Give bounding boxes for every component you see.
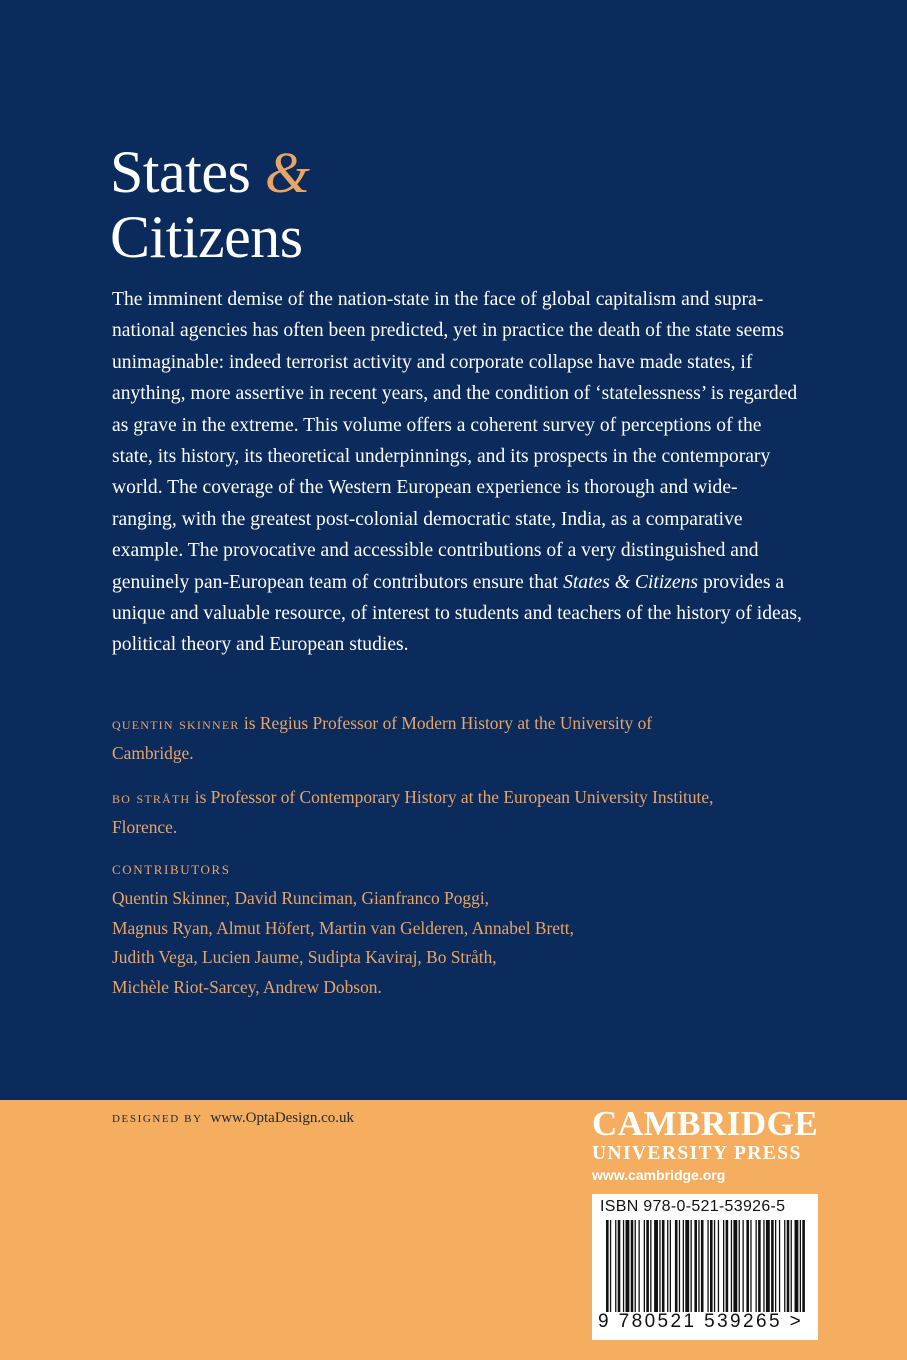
editor-name: quentin skinner: [112, 714, 240, 733]
barcode-stripe: [675, 1220, 678, 1312]
barcode-stripe: [758, 1220, 761, 1312]
contributors-list: [112, 884, 672, 1002]
publisher-url: www.cambridge.org: [592, 1167, 726, 1183]
contributors-heading: CONTRIBUTORS: [112, 862, 231, 877]
barcode-stripe: [756, 1220, 757, 1312]
isbn-label: ISBN 978-0-521-53926-5: [600, 1198, 786, 1215]
barcode-stripe: [679, 1220, 680, 1312]
title-ampersand: &: [264, 140, 310, 205]
barcode-digits: 9 780521 539265 >: [598, 1311, 804, 1332]
barcode-stripe: [714, 1220, 715, 1312]
barcode-stripe: [731, 1220, 732, 1312]
contributors-line: Judith Vega, Lucien Jaume, Sudipta Kaviraj, Bo Stråth,: [112, 947, 497, 967]
barcode-stripe: [743, 1220, 744, 1312]
barcode-stripe: [654, 1220, 658, 1312]
barcode-stripe: [650, 1220, 651, 1312]
barcode-stripe: [726, 1220, 729, 1312]
barcode-stripe: [631, 1220, 634, 1312]
barcode-stripe: [683, 1220, 684, 1312]
designer-credit: [112, 1110, 354, 1127]
book-title: [110, 140, 309, 269]
designer-url: www.OptaDesign.co.uk: [210, 1110, 354, 1126]
barcode-stripe: [615, 1220, 616, 1312]
title-line-1: [110, 140, 309, 205]
back-cover-blurb: [112, 284, 802, 661]
editor-bio-skinner: [112, 709, 732, 768]
barcode-stripe: [791, 1220, 792, 1312]
editor-bio-strath: [112, 783, 732, 842]
contributors-line: Quentin Skinner, David Runciman, Gianfranco Poggi,: [112, 888, 489, 908]
barcode-stripe: [771, 1220, 774, 1312]
barcode-stripe: [639, 1220, 640, 1312]
title-line-2: Citizens: [110, 204, 303, 270]
barcode-stripe: [723, 1220, 724, 1312]
barcode-stripe: [718, 1220, 719, 1312]
barcode-stripe: [691, 1220, 692, 1312]
barcode-stripe: [802, 1220, 805, 1312]
barcode-box: [592, 1194, 818, 1340]
barcode-stripe: [750, 1220, 751, 1312]
barcode-stripe: [800, 1220, 801, 1312]
barcode-stripe: [701, 1220, 704, 1312]
barcode-stripe: [667, 1220, 668, 1312]
barcode-stripe: [659, 1220, 660, 1312]
barcode-stripe: [698, 1220, 699, 1312]
barcode-stripe: [610, 1220, 611, 1312]
barcode-stripe: [707, 1220, 708, 1312]
barcode-stripe: [787, 1220, 790, 1312]
blurb-text-part-1: The imminent demise of the nation-state in the face of global capitalism and supra-national agencies has often been predicted, yet in practice the death of the state seems unimaginable: indeed terrorist activity and corporate collapse have made states, if anything, more assertive in recent years, and the condition of ‘statelessness’ is regarded as grave in the extreme. This volume offers a coherent survey of perceptions of the state, its history, its theoretical underpinnings, and its prospects in the contemporary world. The coverage of the Western European experience is thorough and wide-ranging, with the greatest post-colonial democratic state, India, as a comparative example. The provocative and accessible contributions of a very distinguished and genuinely pan-European team of contributors ensure that: [112, 289, 798, 593]
editor-description: is Regius Professor of Modern History at the University of Cambridge.: [112, 713, 653, 763]
barcode-stripe: [644, 1220, 645, 1312]
barcode-stripe: [775, 1220, 776, 1312]
barcode-stripe: [694, 1220, 697, 1312]
barcode-stripe: [739, 1220, 740, 1312]
title-word-states: States: [110, 139, 251, 205]
publisher-logo: [592, 1104, 822, 1183]
barcode-stripe: [662, 1220, 665, 1312]
barcode-stripe: [766, 1220, 770, 1312]
editor-name: bo stråth: [112, 788, 191, 807]
barcode-stripe: [646, 1220, 649, 1312]
barcode-bars: [606, 1220, 806, 1312]
designer-label: DESIGNED BY: [112, 1113, 203, 1125]
barcode-stripe: [623, 1220, 624, 1312]
barcode-stripe: [710, 1220, 713, 1312]
barcode-stripe: [784, 1220, 785, 1312]
barcode-stripe: [746, 1220, 749, 1312]
editor-description: is Professor of Contemporary History at the European University Institute, Florence.: [112, 787, 714, 837]
blurb-text-part-2: provides a unique and valuable resource, of interest to students and teachers of the history of ideas, political theory and European studies.: [112, 571, 802, 656]
publisher-subname: UNIVERSITY PRESS: [592, 1143, 802, 1164]
barcode-stripe: [635, 1220, 636, 1312]
barcode-stripe: [626, 1220, 630, 1312]
publisher-name: CAMBRIDGE: [592, 1104, 819, 1143]
barcode-stripe: [606, 1220, 609, 1312]
barcode-stripe: [779, 1220, 780, 1312]
blurb-italic-title: States & Citizens: [563, 571, 699, 593]
barcode-stripe: [795, 1220, 799, 1312]
contributors-line: Magnus Ryan, Almut Höfert, Martin van Gelderen, Annabel Brett,: [112, 917, 574, 938]
barcode-stripe: [763, 1220, 764, 1312]
contributors-line: Michèle Riot-Sarcey, Andrew Dobson.: [112, 976, 382, 997]
barcode-stripe: [685, 1220, 689, 1312]
barcode-stripe: [670, 1220, 671, 1312]
barcode-stripe: [618, 1220, 621, 1312]
barcode-stripe: [733, 1220, 737, 1312]
